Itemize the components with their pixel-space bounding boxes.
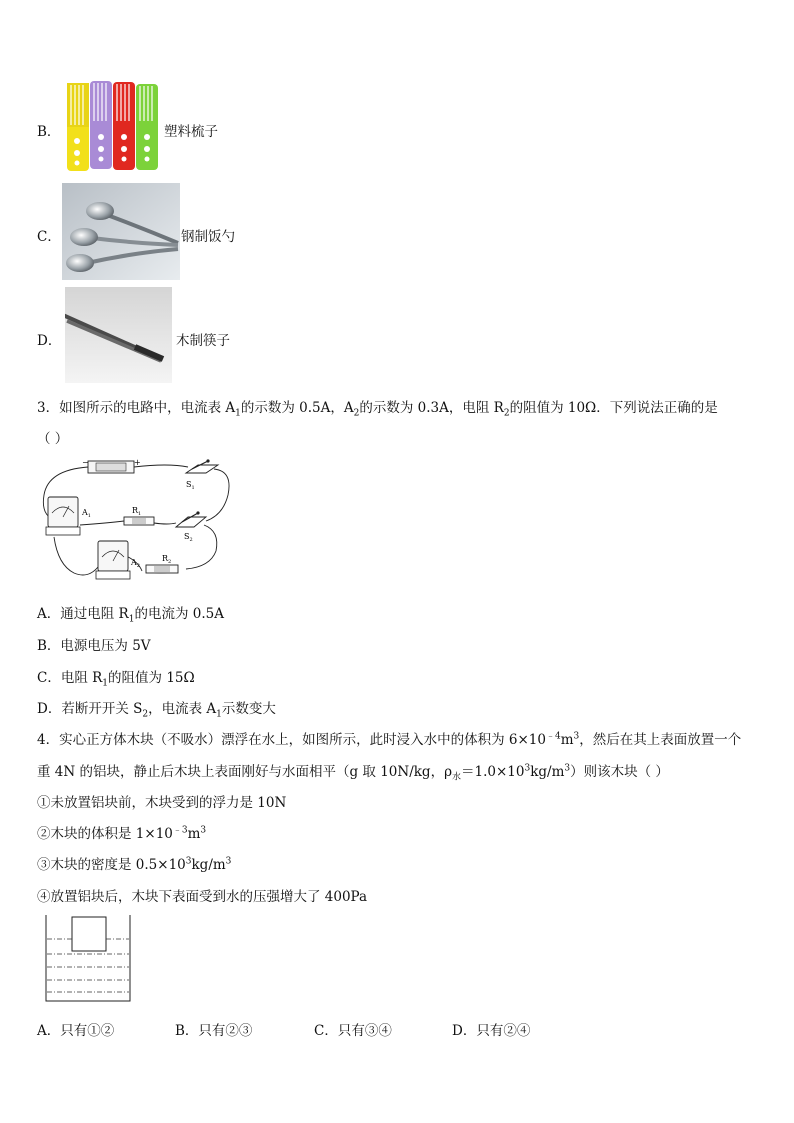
- label-r2: $R_2$: [162, 554, 172, 565]
- option-d-caption: 木制筷子: [176, 333, 230, 349]
- svg-text:+: +: [134, 458, 141, 467]
- q4-statement-1: ①未放置铝块前，木块受到的浮力是 10N: [37, 795, 287, 811]
- label-a1: $A_1$: [82, 508, 91, 519]
- option-c-caption: 钢制饭勺: [181, 229, 235, 245]
- q4-container-figure: [42, 913, 134, 1005]
- q4-stem-line1: 4．实心正方体木块（不吸水）漂浮在水上，如图所示，此时浸入水中的体积为 $6\times 10^{﹣4}m^3$，然后在其上表面放置一个: [37, 731, 742, 748]
- svg-text:−: −: [82, 458, 89, 467]
- q3-option-b[interactable]: B．电源电压为 5V: [37, 638, 151, 654]
- q4-choice-b[interactable]: B．只有②③: [175, 1023, 253, 1039]
- q3-option-a[interactable]: A．通过电阻 $R_1$的电流为 0.5A: [37, 606, 224, 625]
- q3-option-d[interactable]: D．若断开开关 $S_2$，电流表 $A_1$示数变大: [37, 701, 276, 720]
- label-a2: $A_2$: [131, 558, 140, 569]
- q4-choice-c[interactable]: C．只有③④: [314, 1023, 392, 1039]
- steel-spoon-image: [62, 183, 180, 280]
- q3-answer-paren: （ ）: [37, 431, 69, 447]
- option-b-letter: B．: [37, 124, 61, 140]
- option-d-letter: D．: [37, 333, 62, 349]
- q4-choice-a[interactable]: A．只有①②: [37, 1023, 115, 1039]
- q3-circuit-figure: [38, 455, 238, 590]
- label-s1: $S_1$: [186, 480, 195, 491]
- q3-option-c[interactable]: C．电阻 $R_1$的阻值为 15Ω: [37, 670, 195, 689]
- q4-statement-2: ②木块的体积是 $1\times 10^{﹣3}m^3$: [37, 825, 207, 842]
- label-r1: $R_1$: [132, 506, 142, 517]
- q3-stem: 3．如图所示的电路中，电流表 $A_1$的示数为 0.5A，$A_2$的示数为 0.3A，电阻 $R_2$的阻值为 10Ω．下列说法正确的是: [37, 400, 718, 419]
- q4-statement-4: ④放置铝块后，木块下表面受到水的压强增大了 400Pa: [37, 889, 368, 905]
- label-s2: $S_2$: [184, 532, 193, 543]
- q4-statement-3: ③木块的密度是 $0.5\times 10^3kg/m^3$: [37, 856, 232, 873]
- option-b-caption: 塑料梳子: [164, 124, 218, 140]
- plastic-comb-image: [63, 79, 163, 175]
- q4-choice-d[interactable]: D．只有②④: [452, 1023, 531, 1039]
- option-c-letter: C．: [37, 229, 61, 245]
- wooden-chopsticks-image: [65, 287, 172, 383]
- q4-stem-line2: 重 4N 的铝块，静止后木块上表面刚好与水面相平（g 取 10N/kg，$\rho_水=1.0\times 10^3kg/m^3$）则该木块（ ）: [37, 763, 669, 783]
